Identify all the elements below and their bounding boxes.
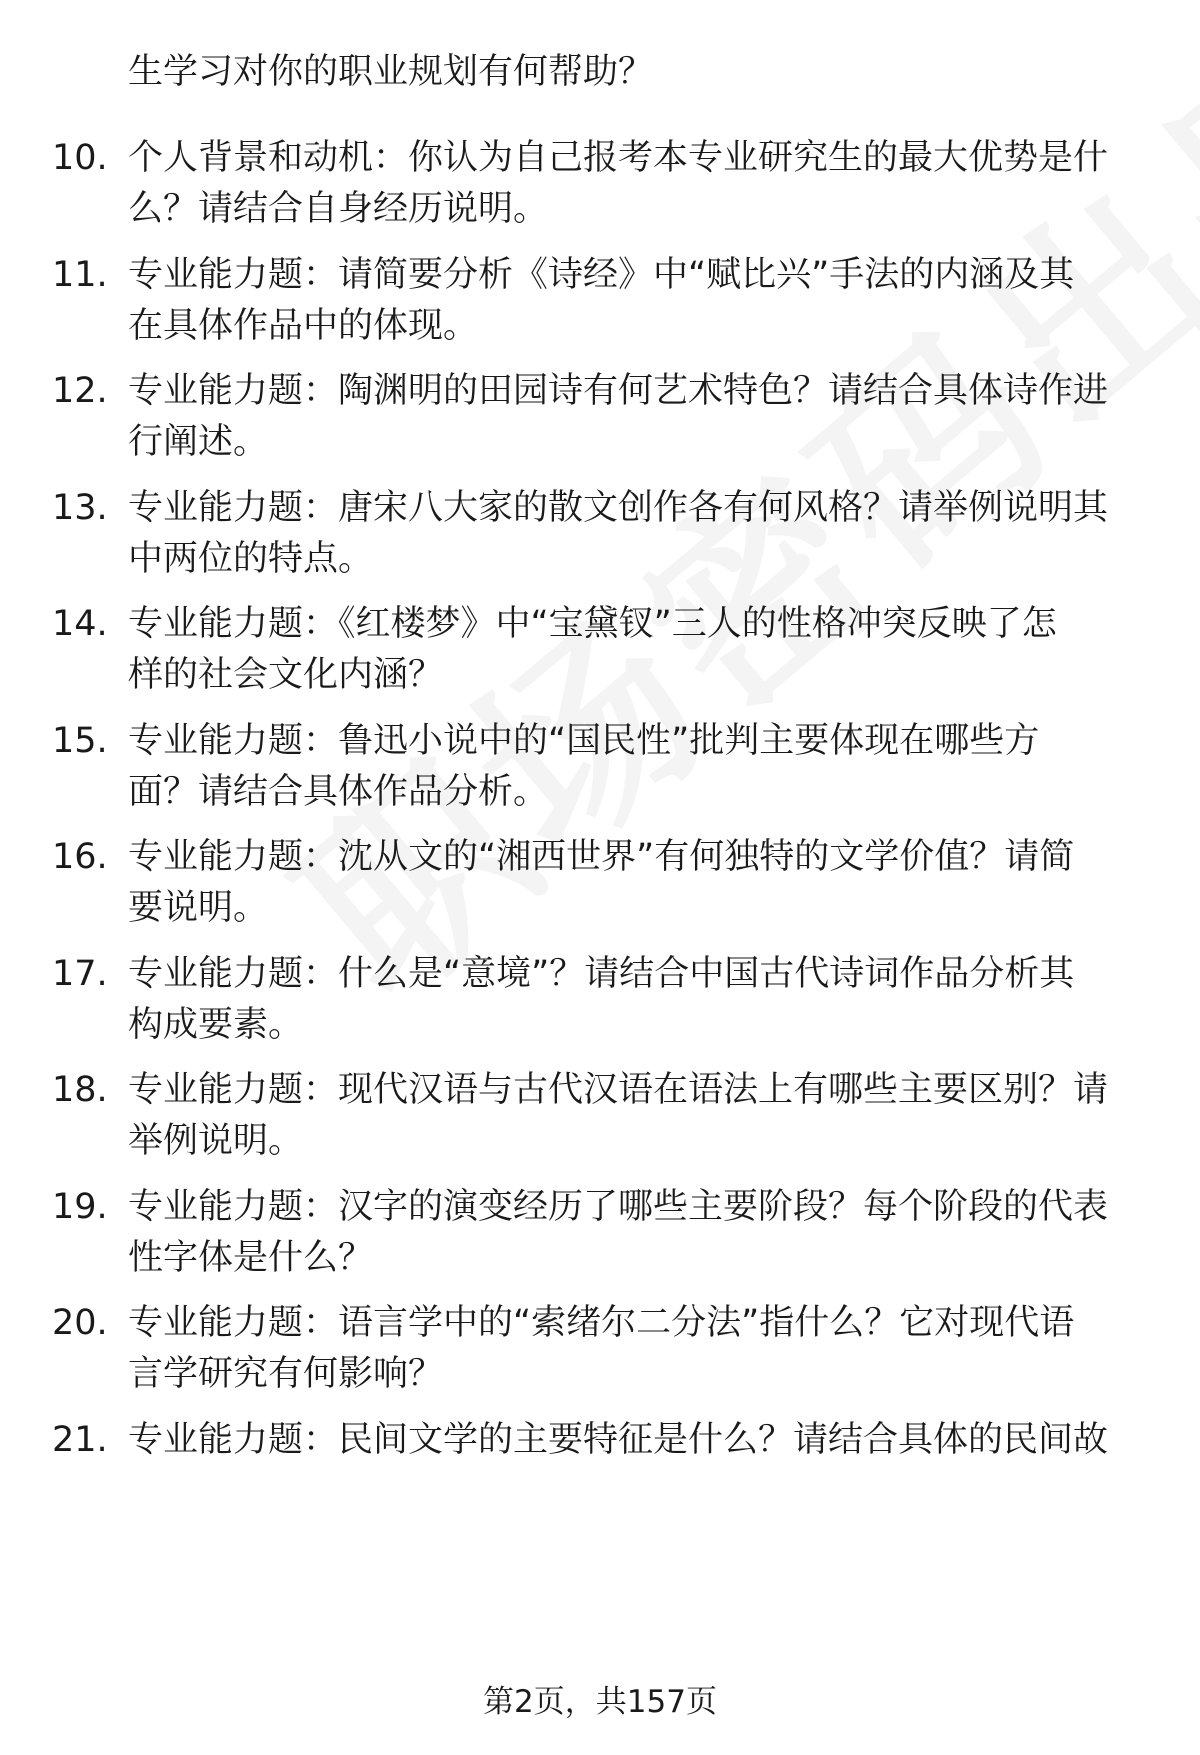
question-text-line-2: 举例说明。 [128, 1121, 304, 1161]
question-text-line-1: 专业能力题：沈从文的“湘西世界”有何独特的文学价值？请简 [128, 837, 1075, 877]
question-text-line-2: 行阐述。 [128, 422, 269, 462]
question-number: 12. [52, 371, 108, 411]
question-number: 19. [52, 1187, 108, 1227]
question-text-line-2: 中两位的特点。 [128, 539, 374, 579]
question-number: 20. [52, 1303, 108, 1343]
question-text-line-2: 构成要素。 [128, 1005, 304, 1045]
question-number: 14. [52, 604, 108, 644]
question-number: 16. [52, 837, 108, 877]
question-text-line-1: 专业能力题：请简要分析《诗经》中“赋比兴”手法的内涵及其 [128, 255, 1075, 295]
question-text-line-2: 面？请结合具体作品分析。 [128, 772, 549, 812]
question-text-line-1: 专业能力题：语言学中的“索绪尔二分法”指什么？它对现代语 [128, 1303, 1075, 1343]
question-number: 15. [52, 721, 108, 761]
question-text-line-2: 性字体是什么？ [128, 1238, 374, 1278]
question-text-line-1: 专业能力题：民间文学的主要特征是什么？请结合具体的民间故 [128, 1420, 1109, 1460]
question-text-line-1: 专业能力题：现代汉语与古代汉语在语法上有哪些主要区别？请 [128, 1070, 1109, 1110]
question-text-line-1: 专业能力题：汉字的演变经历了哪些主要阶段？每个阶段的代表 [128, 1187, 1109, 1227]
question-text-line-1: 个人背景和动机：你认为自己报考本专业研究生的最大优势是什 [128, 138, 1109, 178]
question-text-line-2: 么？请结合自身经历说明。 [128, 189, 549, 229]
question-number: 10. [52, 138, 108, 178]
question-number: 13. [52, 488, 108, 528]
question-text-line-2: 在具体作品中的体现。 [128, 306, 479, 346]
question-text-line-2: 言学研究有何影响？ [128, 1354, 444, 1394]
question-text-line-1: 专业能力题：《红楼梦》中“宝黛钗”三人的性格冲突反映了怎 [128, 604, 1057, 644]
continuation-line: 生学习对你的职业规划有何帮助？ [128, 52, 654, 92]
question-text-line-1: 专业能力题：陶渊明的田园诗有何艺术特色？请结合具体诗作进 [128, 371, 1109, 411]
question-number: 11. [52, 255, 108, 295]
question-text-line-1: 专业能力题：唐宋八大家的散文创作各有何风格？请举例说明其 [128, 488, 1109, 528]
question-text-line-1: 专业能力题：什么是“意境”？请结合中国古代诗词作品分析其 [128, 954, 1075, 994]
question-number: 17. [52, 954, 108, 994]
question-number: 21. [52, 1420, 108, 1460]
question-text-line-2: 要说明。 [128, 888, 269, 928]
page-footer: 第2页，共157页 [483, 1684, 717, 1720]
question-number: 18. [52, 1070, 108, 1110]
question-text-line-1: 专业能力题：鲁迅小说中的“国民性”批判主要体现在哪些方 [128, 721, 1040, 761]
question-text-line-2: 样的社会文化内涵？ [128, 655, 444, 695]
